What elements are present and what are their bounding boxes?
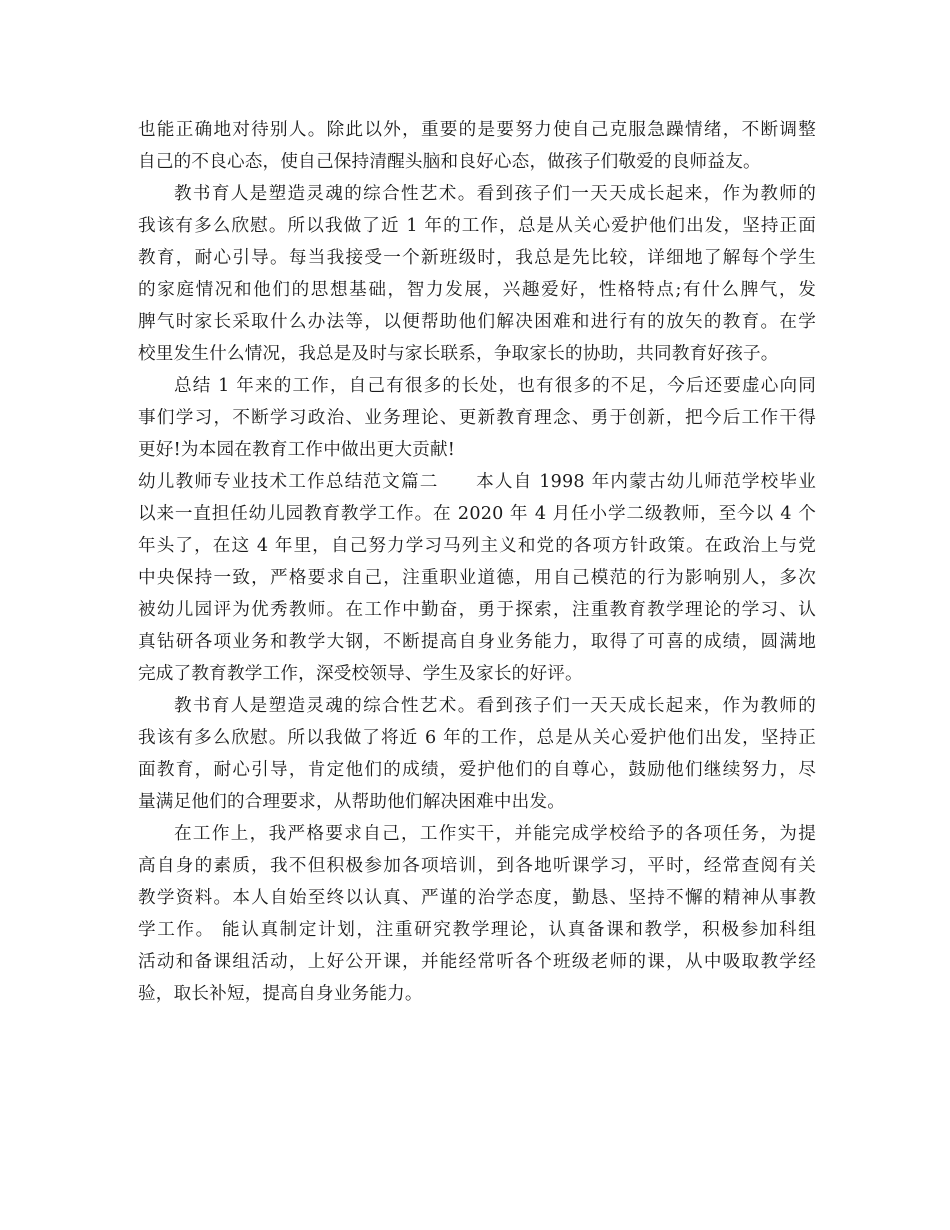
text-line: 事们学习，不断学习政治、业务理论、更新教育理念、勇于创新，把今后工作干得 [138, 408, 816, 428]
text-line: 高自身的素质，我不但积极参加各项培训，到各地听课学习，平时，经常查阅有关 [138, 856, 816, 876]
text-line: 被幼儿园评为优秀教师。在工作中勤奋，勇于探索，注重教育教学理论的学习、认 [138, 600, 816, 620]
text-line: 在工作上，我严格要求自己，工作实干，并能完成学校给予的各项任务，为提 [174, 824, 816, 844]
text-line: 面教育，耐心引导，肯定他们的成绩，爱护他们的自尊心，鼓励他们继续努力，尽 [138, 760, 816, 780]
text-line: 教书育人是塑造灵魂的综合性艺术。看到孩子们一天天成长起来，作为教师的 [174, 184, 816, 204]
text-line: 教书育人是塑造灵魂的综合性艺术。看到孩子们一天天成长起来，作为教师的 [174, 696, 816, 716]
text-line: 量满足他们的合理要求，从帮助他们解决困难中出发。 [138, 792, 566, 812]
text-line: 活动和备课组活动，上好公开课，并能经常听各个班级老师的课，从中吸取教学经 [138, 952, 816, 972]
text-line: 教学资料。本人自始至终以认真、严谨的治学态度，勤恳、坚持不懈的精神从事教 [138, 888, 816, 908]
text-line: 学工作。 能认真制定计划，注重研究教学理论，认真备课和教学，积极参加科组 [138, 920, 816, 940]
text-line: 以来一直担任幼儿园教育教学工作。在 2020 年 4 月任小学二级教师，至今以 4 个 [138, 504, 816, 524]
text-line: 中央保持一致，严格要求自己，注重职业道德，用自己模范的行为影响别人，多次 [138, 568, 816, 588]
text-line: 自己的不良心态，使自己保持清醒头脑和良好心态，做孩子们敬爱的良师益友。 [138, 152, 761, 172]
text-line: 校里发生什么情况，我总是及时与家长联系，争取家长的协助，共同教育好孩子。 [138, 344, 779, 364]
text-line: 幼儿教师专业技术工作总结范文篇二 本人自 1998 年内蒙古幼儿师范学校毕业 [138, 472, 816, 492]
text-line: 年头了，在这 4 年里，自己努力学习马列主义和党的各项方针政策。在政治上与党 [138, 536, 816, 556]
text-line: 我该有多么欣慰。所以我做了将近 6 年的工作，总是从关心爱护他们出发，坚持正 [138, 728, 816, 748]
text-line: 也能正确地对待别人。除此以外，重要的是要努力使自己克服急躁情绪，不断调整 [138, 120, 816, 140]
text-line: 我该有多么欣慰。所以我做了近 1 年的工作，总是从关心爱护他们出发，坚持正面 [138, 216, 816, 236]
text-line: 脾气时家长采取什么办法等，以便帮助他们解决困难和进行有的放矢的教育。在学 [138, 312, 816, 332]
text-line: 总结 1 年来的工作，自己有很多的长处，也有很多的不足，今后还要虚心向同 [174, 376, 816, 396]
text-line: 的家庭情况和他们的思想基础，智力发展，兴趣爱好，性格特点;有什么脾气，发 [138, 280, 816, 300]
document-body [138, 114, 816, 1010]
text-line: 真钻研各项业务和教学大钢，不断提高自身业务能力，取得了可喜的成绩，圆满地 [138, 632, 816, 652]
text-line: 完成了教育教学工作，深受校领导、学生及家长的好评。 [138, 664, 583, 684]
text-line: 教育，耐心引导。每当我接受一个新班级时，我总是先比较，详细地了解每个学生 [138, 248, 816, 268]
text-line: 验，取长补短，提高自身业务能力。 [138, 984, 423, 1004]
text-line: 更好!为本园在教育工作中做出更大贡献! [138, 440, 456, 460]
